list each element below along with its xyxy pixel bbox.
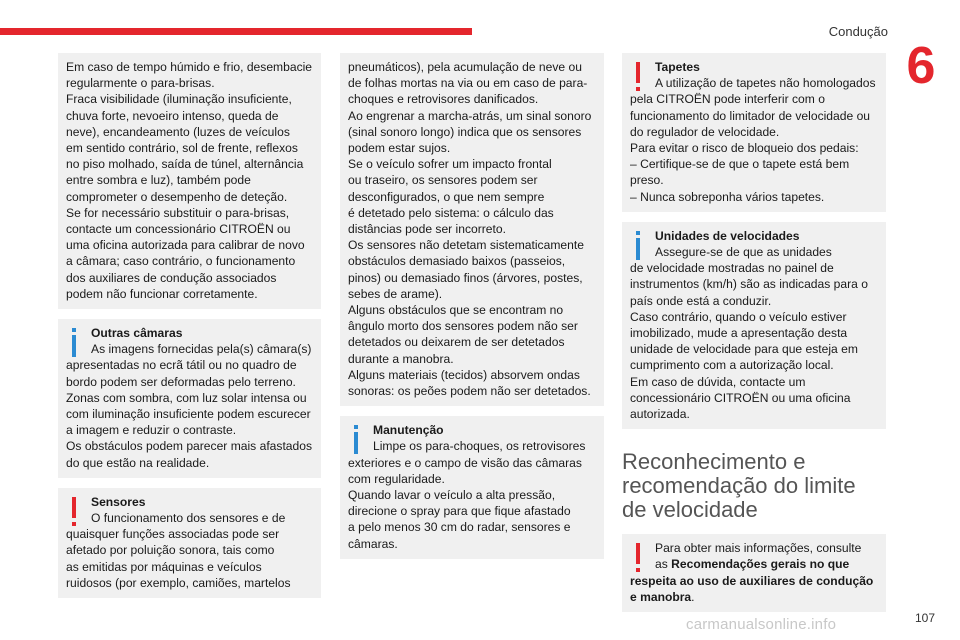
- text-line: bordo podem ser deformadas pelo terreno.: [66, 374, 296, 389]
- text-line: imobilizado, mude a apresentação desta: [630, 326, 848, 341]
- text-line: quaisquer funções associadas pode ser: [66, 527, 280, 542]
- text-line: distâncias pode ser incorreto.: [348, 222, 506, 237]
- text-line: dos auxiliares de condução associados: [66, 270, 277, 285]
- box-first-line: Para obter mais informações, consulte: [655, 541, 862, 556]
- box-first-line: A utilização de tapetes não homologados: [655, 76, 876, 91]
- text-line: pela CITROËN pode interferir com o: [630, 92, 825, 107]
- chapter-number: 6: [906, 37, 936, 95]
- note-sensors-continued: [340, 53, 604, 406]
- text-line: com iluminação insuficiente podem escurecer: [66, 407, 311, 422]
- text-line: (sinal sonoro longo) indica que os sensores: [348, 124, 582, 139]
- warning-box-mats: [622, 53, 886, 212]
- text-line: Alguns materiais (tecidos) absorvem ondas: [348, 367, 580, 382]
- text-line: durante a manobra.: [348, 351, 454, 366]
- box-title: Unidades de velocidades: [655, 228, 800, 243]
- text-line: respeita ao uso de auxiliares de condução: [630, 573, 874, 588]
- text-line: podem não funcionar corretamente.: [66, 286, 258, 301]
- text-line: exteriores e o campo de visão das câmaras: [348, 455, 582, 470]
- text-line: câmaras.: [348, 536, 398, 551]
- text-line: Ao engrenar a marcha-atrás, um sinal sonoro: [348, 108, 592, 123]
- text-line: com regularidade.: [348, 471, 445, 486]
- text-line: Caso contrário, quando o veículo estiver: [630, 309, 847, 324]
- text-line: regularmente o para-brisas.: [66, 76, 215, 91]
- text-line: ângulo morto dos sensores podem não ser: [348, 319, 578, 334]
- text-line: ou traseiro, os sensores podem ser: [348, 173, 538, 188]
- box-title: Sensores: [91, 494, 146, 509]
- box-body: [348, 455, 596, 552]
- text-line: autorizada.: [630, 407, 690, 422]
- text-line: uma oficina autorizada para calibrar de novo: [66, 238, 305, 253]
- text-line: preso.: [630, 173, 664, 188]
- box-first-line: O funcionamento dos sensores e de: [91, 511, 286, 526]
- text-line: Para evitar o risco de bloqueio dos pedais:: [630, 141, 859, 156]
- text-prefix: as: [655, 557, 672, 572]
- warning-icon: [630, 62, 646, 92]
- text-line: podem estar sujos.: [348, 141, 451, 156]
- text-line: unidade de velocidade para que esteja em: [630, 342, 858, 357]
- text-line: sebes de arame).: [348, 286, 443, 301]
- text-line: a pelo menos 30 cm do radar, sensores e: [348, 520, 571, 535]
- text-line: a câmara; caso contrário, o funcionamento: [66, 254, 296, 269]
- text-line: é detetado pelo sistema: o cálculo das: [348, 205, 554, 220]
- text-line: em sentido contrário, sol de frente, reflexos: [66, 141, 298, 156]
- info-box-speed-units: [622, 222, 886, 429]
- text-line: Se for necessário substituir o para-brisas,: [66, 205, 290, 220]
- text-line: cumprimento com a autorização local.: [630, 358, 834, 373]
- text-line: Os obstáculos podem parecer mais afastados: [66, 439, 313, 454]
- box-body: [630, 91, 878, 204]
- warning-icon: [66, 497, 82, 527]
- box-first-line: Assegure-se de que as unidades: [655, 245, 832, 260]
- warning-box-recommendations: [622, 534, 886, 612]
- text-line: pinos) ou demasiado finos (árvores, postes,: [348, 270, 583, 285]
- box-body: [66, 357, 313, 470]
- box-first-line: Limpe os para-choques, os retrovisores: [373, 439, 586, 454]
- box-first-line: As imagens fornecidas pela(s) câmara(s): [91, 342, 312, 357]
- text-line: chuva forte, nevoeiro intenso, queda de: [66, 108, 279, 123]
- text-end: .: [691, 589, 695, 604]
- text-line: Em caso de dúvida, contacte um: [630, 374, 806, 389]
- text-line: as emitidas por máquinas e veículos: [66, 559, 262, 574]
- text-line: concessionário CITROËN ou uma oficina: [630, 390, 851, 405]
- info-icon: [630, 231, 646, 261]
- text-line: – Nunca sobreponha vários tapetes.: [630, 189, 825, 204]
- text-line: de folhas mortas na via ou em caso de para-: [348, 76, 588, 91]
- text-line: do que estão na realidade.: [66, 455, 210, 470]
- text-line: Fraca visibilidade (iluminação insuficiente,: [66, 92, 292, 107]
- text-line: do regulador de velocidade.: [630, 124, 780, 139]
- text-line: choques e retrovisores danificados.: [348, 92, 539, 107]
- text-line: Em caso de tempo húmido e frio, desembacie: [66, 60, 313, 74]
- text-line: detetados ou deixarem de ser detetados: [348, 335, 565, 350]
- text-line: afetado por poluição sonora, tais como: [66, 543, 275, 558]
- section-title: Condução: [828, 24, 888, 39]
- page-number: 107: [914, 611, 935, 625]
- watermark: carmanualsonline.info: [686, 616, 837, 633]
- text-line: país onde está a conduzir.: [630, 293, 772, 308]
- text-line: funcionamento do limitador de velocidade ou: [630, 108, 871, 123]
- text-line: desconfigurados, o que nem sempre: [348, 189, 545, 204]
- text-line: de velocidade mostradas no painel de: [630, 261, 834, 276]
- text-line: neve), encandeamento (luzes de veículos: [66, 124, 290, 139]
- text-line: direcione o spray para que fique afastado: [348, 504, 571, 519]
- box-title: Tapetes: [655, 60, 700, 74]
- box-title: Outras câmaras: [91, 326, 183, 341]
- text-line: no piso molhado, saída de túnel, alternância: [66, 157, 304, 172]
- cross-reference-lines: [630, 573, 878, 605]
- note-camera-visibility: [58, 53, 321, 309]
- info-icon: [348, 425, 364, 455]
- text-line: Reconhecimento e: [622, 449, 806, 475]
- info-box-other-cameras: [58, 319, 321, 478]
- warning-box-sensors: [58, 488, 321, 598]
- text-line: instrumentos (km/h) são as indicadas para o: [630, 277, 868, 292]
- box-body: [630, 260, 878, 422]
- box-second-line: [630, 556, 878, 572]
- cross-reference: Recomendações gerais no que: [671, 557, 850, 572]
- text-line: Zonas com sombra, com luz solar intensa ou: [66, 390, 307, 405]
- text-line: ruidosos (por exemplo, camiões, martelos: [66, 575, 291, 590]
- text-line: Se o veículo sofrer um impacto frontal: [348, 157, 552, 172]
- box-title: Manutenção: [373, 423, 444, 438]
- text-line: contacte um concessionário CITROËN ou: [66, 222, 291, 237]
- text-line: de velocidade: [622, 497, 758, 523]
- text-line: entre sombra e luz), também pode: [66, 173, 251, 188]
- warning-icon: [630, 543, 646, 573]
- header-accent-bar: [0, 28, 472, 35]
- section-heading: [622, 450, 886, 522]
- text-line: Alguns obstáculos que se encontram no: [348, 303, 564, 318]
- text-line: obstáculos demasiado baixos (passeios,: [348, 254, 566, 269]
- info-icon: [66, 328, 82, 358]
- text-line: Quando lavar o veículo a alta pressão,: [348, 488, 556, 503]
- note-body: [66, 59, 313, 302]
- text-line: a imagem e reduzir o contraste.: [66, 423, 237, 438]
- text-line: recomendação do limite: [622, 473, 856, 499]
- column-left: [58, 53, 321, 608]
- text-line: – Certifique-se de que o tapete está bem: [630, 157, 850, 172]
- column-right: [622, 53, 886, 622]
- note-body: [348, 59, 596, 399]
- column-middle: [340, 53, 604, 569]
- text-line: Os sensores não detetam sistematicamente: [348, 238, 584, 253]
- text-line: e manobra.: [630, 589, 695, 604]
- info-box-maintenance: [340, 416, 604, 559]
- text-line: apresentadas no ecrã tátil ou no quadro de: [66, 358, 297, 373]
- box-body: [66, 526, 313, 591]
- text-line: sonoras: os peões podem não ser detetados.: [348, 384, 591, 399]
- text-line: pneumáticos), pela acumulação de neve ou: [348, 60, 582, 74]
- text-line: comprometer o desempenho de deteção.: [66, 189, 288, 204]
